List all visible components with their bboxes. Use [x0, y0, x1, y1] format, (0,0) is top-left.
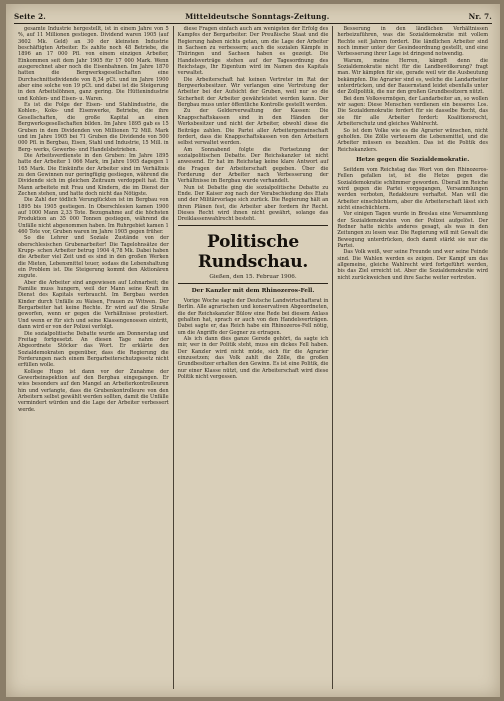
running-header	[14, 10, 492, 22]
paragraph: Die Arbeitsverdienste in den Gruben: Im Jahre 1895 hatte der Arbeiter 1 066 Mark, im Jahre 1905 dagegen 1 165 Mark. Die Einkünfte der Arbeiter sind im Verhältnis zu den Gewinnen nur geringfügig gestiegen, während die Dividende sich im gleichen Zeitraum verdoppelt hat. Ein Mann arbeitete mit Frau und Kindern, die im Dienst der Zechen stehen, und hatte doch nicht das Nötigste.	[18, 152, 169, 197]
article-columns	[14, 26, 492, 689]
paragraph: Kollege Hugo ist dann vor der Zunahme der Gewerbeinspektion auf den Bergbau eingegangen. Er wies besonders auf den Mangel an Arbeiterkontrolleuren hin und verlangte, dass die Grubenkontrolleure von den Arbeitern selbst gewählt werden sollten, damit die Unfälle vermindert würden und die Lage der Arbeiter verbessert werde.	[18, 368, 169, 413]
paragraph: Vor einigen Tagen wurde in Breslau eine Versammlung der Sozialdemokraten von der Polizei aufgelöst. Der Redner hatte nichts anderes gesagt, als was in den Zeitungen zu lesen war. Die Regierung will mit Gewalt die Bewegung unterdrücken, doch damit stärkt sie nur die Partei.	[337, 211, 489, 249]
paragraph: Zu der Gelderverwaltung der Kassen: Die Knappschaftskassen sind in den Händen der Werksbesitzer und nicht der Arbeiter, obwohl diese die Beiträge zahlen. Die Partei aller Arbeitergemeinschaft fordert, dass die Knappschaftskassen von den Arbeitern selbst verwaltet werden.	[177, 108, 329, 147]
newspaper-page	[6, 4, 500, 697]
paragraph: diese Fragen einfach auch am wenigsten der Erfolg des Kampfes der Bergarbeiter. Der Preußische Staat und die Regierung haben nichts getan, um die Lage der Arbeiter in Sachsen zu verbessern; auch die sozialen Kämpfe in Thüringen und Sachsen haben es gezeigt. Die Handelsverträge stehen auf der Tagesordnung des Reichstags, Ihr Eigentum wird im Namen des Kapitals verwaltet.	[177, 26, 329, 77]
dateline: Gießen, den 15. Februar 1906.	[209, 273, 297, 280]
header-rule	[14, 23, 492, 24]
paragraph: Vorige Woche sagte der Deutsche Landwirtschaftsrat in Berlin. Alle agrarischen und konservativen Abgeordneten, die der Reichskanzler Bülow eine Rede bei diesem Anlass gehalten hat, sprach er auch von den Handelsverträgen. Dabei sagte er, das Reich habe ein Rhinozeros-Fell nötig, um die Angriffe der Gegner zu ertragen.	[177, 298, 329, 336]
paragraph: Die Arbeiterschaft hat keinen Vertreter im Rat der Bergwerksbesitzer. Wir verlangen eine Vertretung der Arbeiter bei der Aufsicht der Gruben, weil nur so die Sicherheit der Arbeiter gewährleistet werden kann. Der Bergbau muss unter öffentliche Kontrolle gestellt werden.	[177, 76, 329, 109]
paragraph: So ist dem Volke wie es die Agrarier wünschen, nicht geholfen. Die Zölle verteuern die Lebensmittel, und die Arbeiter müssen es bezahlen. Das ist die Politik des Reichskanzlers.	[337, 127, 489, 153]
paragraph: Bei dem Volksvermögen, der Landarbeiter an, so wollen wir sagen: Diese Menschen verdienen ein besseres Los. Die Sozialdemokratie fordert für sie dasselbe Recht, das sie für alle Arbeiter fordert: Koalitionsrecht, Arbeiterschutz und gleiches Wahlrecht.	[337, 95, 489, 128]
article-subhead: Hetze gegen die Sozialdemokratie.	[356, 156, 470, 163]
paragraph: Warum, meine Herren, kämpft denn die Sozialdemokratie nicht für die Landbevölkerung? fragt man. Wir kämpfen für sie, gerade weil wir die Ausbeutung bekämpfen. Die Agrarier sind es, welche die Landarbeiter unterdrücken, und der Bauernstand leidet ebenfalls unter der Zollpolitik, die nur den großen Grundbesitzern nützt.	[337, 57, 489, 96]
paragraph: Seitdem vom Reichstag das Wort von den Rhinozeros-Fellen gefallen ist, ist die Hetze gegen die Sozialdemokratie schlimmer geworden. Überall im Reiche wird gegen die Partei vorgegangen, Versammlungen werden verboten, Redakteure verhaftet. Man will die Arbeiter einschüchtern, aber die Arbeiterschaft lässt sich nicht einschüchtern.	[337, 166, 489, 211]
issue-number: Nr. 7.	[468, 11, 492, 21]
page-number: Seite 2.	[14, 11, 46, 21]
section-rule	[178, 225, 329, 226]
paragraph: Aber die Arbeiter sind angewiesen auf Lohnarbeit; die Familie muss hungern, weil der Mann seine Kraft im Dienst des Kapitals verbraucht. Im Bergbau werden Kinder durch Unfälle zu Waisen, Frauen zu Witwen. Der Bergarbeiter hat keine Rechte. Er wird auf die Straße geworfen, wenn er gegen die Verhältnisse protestiert. Und wenn er für sich und seine Klassengenossen eintritt, dann wird er von der Polizei verfolgt.	[18, 279, 169, 331]
paragraph: gesamte Industrie hergestellt, ist in einem Jahre von 5 %, auf 11 Millionen gestiegen. Dividend waren 1905 (auf 3602 Mk. Geld) an 30 der kleinsten Industrie beschäftigten Arbeiter. Es zahlte noch 48 Betriebe, die 1896 an 17 000 Pfl. von einem einzigen Arbeiter, Einkommen seit dem Jahr 1905 für 17 000 Mark. Wenn ausgerechnet aber noch die Eisenbahnen. Im Jahre 1870 hatten die Bergwerksgesellschaften eine Durchschnittsdividende von 8,34 pCt. und im Jahre 1900 aber eine solche von 19 pCt. und dabei ist die Steigerung in den Arbeitslöhnen, ganz gering. Die Hüttenindustrie und Kohlen- und Eisen- u. Waren.	[18, 26, 169, 102]
paragraph: Nun ist Debatte ging die sozialpolitische Debatte zu Ende. Der Kaiser zog nach der Verabschiedung des Etats und der Militärvorlage sich zurück. Die Regierung hält an ihren Plänen fest, die Arbeiter aber fordern ihr Recht. Dieses Recht wird ihnen nicht gewährt, solange das Dreiklassenwahlrecht besteht.	[177, 184, 329, 223]
paragraph: Besserung in den ländlichen Verhältnissen herbeizuführen, was die Sozialdemokratie mit vollem Rechte seit Jahren fordert. Die ländlichen Arbeiter sind noch immer unter der Gesindeordnung gestellt, und eine Verbesserung ihrer Lage ist dringend notwendig.	[337, 26, 489, 58]
paragraph: So die Lehrer und Soziale Zustände von der oberschlesischen Grubenarbeiter! Die Tagelohnsätze der Krupp- schen Arbeiter betrug 1904 4,78 Mk. Dabei haben die Arbeiter viel Zeit und es sind in den großen Werken die Mieten, Lebensmittel teuer, sodass die Lebenshaltung ein Problem ist. Die Steigerung kommt den Aktionären zugute.	[18, 235, 169, 280]
paragraph: Die sozialpolitische Debatte wurde am Donnerstag und Freitag fortgesetzt. An diesen Tage nahm der Abgeordnete Stöcker das Wort. Er erklärte den Sozialdemokraten gegenüber, dass die Regierung die Forderungen nach einem Bergarbeiterschutzgesetz nicht erfüllen wolle.	[18, 330, 169, 369]
column-3	[332, 26, 492, 689]
column-2	[173, 26, 333, 689]
newspaper-title: Mitteldeutsche Sonntags-Zeitung.	[185, 11, 330, 21]
article-subhead: Der Kanzler mit dem Rhinozeros-Fell.	[191, 288, 315, 294]
paragraph: Das Volk weiß, wer seine Freunde und wer seine Feinde sind. Die Wahlen werden es zeigen. Der Kampf um das allgemeine, gleiche Wahlrecht wird fortgeführt werden, bis das Ziel erreicht ist. Aber die Sozialdemokratie wird nicht zurückweichen und ihre Sache weiter vertreten.	[337, 249, 489, 281]
paragraph: Es ist die Folge der Eisen- und Stahlindustrie, die Kohlen-, Koks- und Eisenwerke, Betriebe, die ihre Gesellschaften, die große Kapital an einen Bergwerksgesellschaften bilden. Im Jahre 1895 gab es 15 Gruben in dem Dividenden von Millionen 72 Mill. Mark und im Jahre 1905 bei 71 Gruben die Dividende von 500 000 Pfl. in Bergbau, Eisen, Stahl und Industrie, 15 Mill. in Berg- werks, Gewerbe- und Handelsbetrieben.	[18, 102, 169, 153]
section-headline: Politische Rundschau.	[197, 231, 309, 272]
column-1	[14, 26, 173, 689]
paragraph: Am Sonnabend folgte die Fortsetzung der sozialpolitischen Debatte. Der Reichskanzler ist nicht anwesend. Er hat im Reichstag keine klare Antwort auf die Fragen der Arbeiterschaft gegeben. Über die Forderung der Arbeiter nach Verbesserung der Verhältnisse im Bergbau wurde verhandelt.	[177, 146, 329, 185]
paragraph: Als ich dann dies ganze Gerede gehört, da sagte ich mir, wer in der Politik steht, muss ein dickes Fell haben. Der Kanzler wird nicht müde, sich für die Agrarier einzusetzen; das Volk zahlt die Zölle, die großen Grundbesitzer erhalten den Gewinn. Es ist eine Politik, die nur einer Klasse nützt, und die Arbeiterschaft wird diese Politik nicht vergessen.	[177, 336, 329, 381]
paragraph: Die Zahl der tödlich Verunglückten ist im Bergbau von 1895 bis 1905 gestiegen. In Oberschlesien kamen 1900 auf 1000 Mann 2,33 Tote. Bezugnahme auf die höchsten Produktion an 35 000 Tonnen gestiegen, während die Unfälle nicht abgenommen haben. Im Ruhrgebiet kamen 1 460 Tote vor, Gruben waren im Jahre 1905 gegen früher.	[18, 197, 169, 235]
section-rule	[178, 283, 329, 284]
